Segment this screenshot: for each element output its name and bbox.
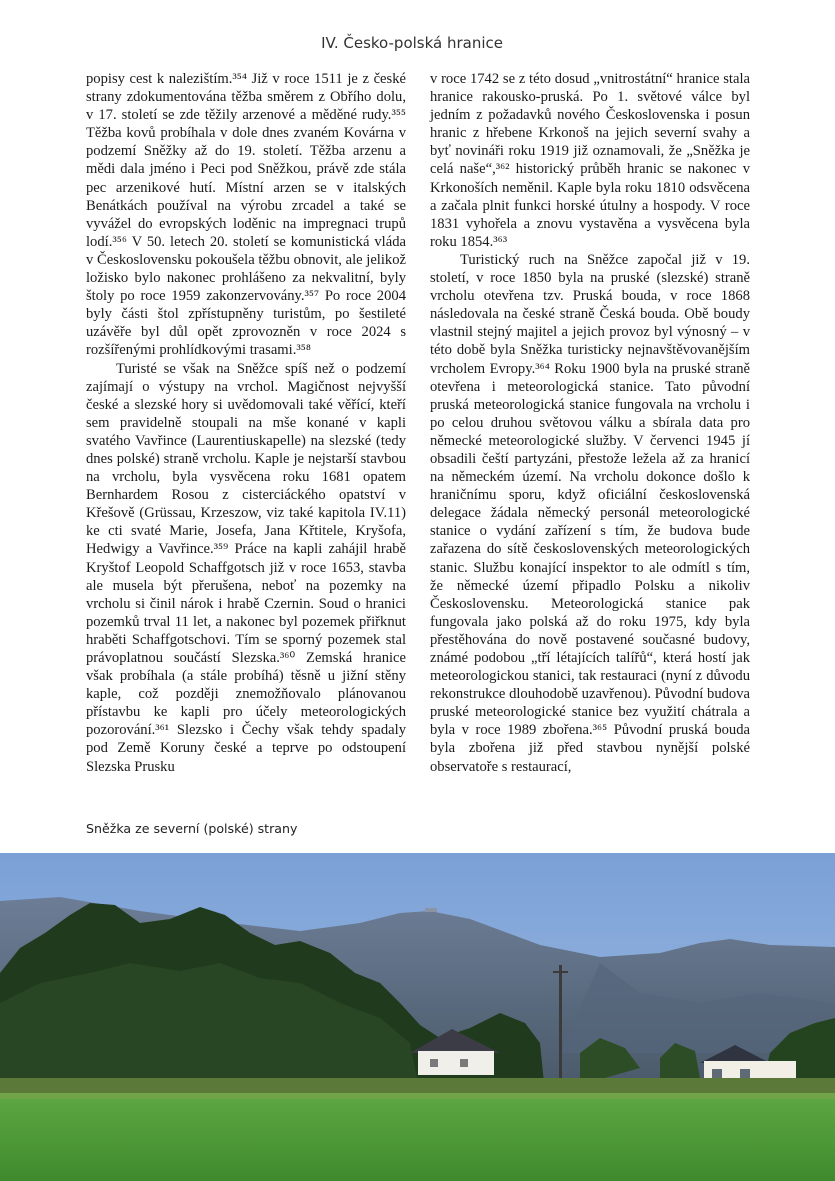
paragraph: Turisté se však na Sněžce spíš než o podzemí zajímají o výstupy na vrchol. Magičnost nejvyšší české a slezské hory si uvědomovali také věřící, kteří sem pravidelně stoupali na mše konané v kapli svatého Vavřince (Laurentiuskapelle) na slezské (tedy dnes polské) straně vrcholu. Kaple je nejstarší stavbou na vrcholu, byla vysvěcena roku 1681 opatem Bernhardem Rosou z cisterciáckého opatství v Křešově (Grüssau, Krzeszow, viz také kapitola IV.11) ke cti svaté Marie, Josefa, Jana Křtitele, Kryšofa, Hedwigy a Vavřince.³⁵⁹ Práce na kapli zahájil hrabě Kryštof Leopold Schaffgotsch již v roce 1653, stavba ale musela být přerušena, neboť na pozemky na vrcholu si činil nárok i hrabě Czernin. Soud o hranici pozemků trval 11 let, a nakonec byl pozemek přiřknut hraběti Schaffgotschovi. Tím se sporný pozemek stal právoplatnou součástí Slezska.³⁶⁰ Zemská hranice však probíhala (a stále probíhá) těsně u jižní stěny kaple, což později znemožňovalo plánovanou přístavbu ke kapli pro účely meteorologických pozorování.³⁶¹ Slezsko i Čechy však tehdy spadaly pod Země Koruny české a teprve po odstoupení Slezska Prusku xyxy=(86,360,406,775)
paragraph: Turistický ruch na Sněžce započal již v 19. století, v roce 1850 byla na pruské (slezské) straně vrcholu otevřena tzv. Pruská bouda, v roce 1868 následovala na české straně Česká bouda. Obě boudy vlastnil stejný majitel a jejich provoz byl výnosný – v této době byla Sněžka turisticky nejnavštěvovanějším vrcholem Evropy.³⁶⁴ Roku 1900 byla na pruské straně otevřena i meteorologická stanice. Tato původní pruská meteorologická stanice fungovala na vrcholu i po celou druhou světovou válku a sbírala data pro německé meteorologické služby. V červenci 1945 jí obsadili čeští partyzáni, přestože ležela až za hranicí na německém území. Na vrcholu dokonce došlo k hraničnímu sporu, když oficiální československá delegace žádala německý personál meteorologické stanice o vydání zařízení s tím, že budova bude zařazena do sítě československých meteorologických stanic. Službu konající inspektor to ale odmítl s tím, že německé území připadlo Polsku a nikoliv Československu. Meteorologická stanice pak fungovala jako polská až do roku 1975, kdy byla přestěhována do nově postavené současné budovy, známé podobou „tří létajících talířů“, která hostí jak meteorologickou stanici, tak restauraci (nyní z důvodu rekonstrukce dlouhodobě uzavřenou). Původní budova pruské meteorologické stanice bez využití chátrala a byla v roce 1989 zbořena.³⁶⁵ Původní pruská bouda byla zbořena již před stavbou nynější polské observatoře s restaurací, xyxy=(430,251,750,775)
text-column-left xyxy=(86,70,406,776)
figure-caption: Sněžka ze severní (polské) strany xyxy=(86,821,298,836)
utility-pole xyxy=(559,965,562,1085)
meadow xyxy=(0,1093,835,1181)
paragraph: v roce 1742 se z této dosud „vnitrostátní“ hranice stala hranice rakousko-pruská. Po 1. světové válce byl jedním z požadavků nového Československa i posun hranic z hřebene Krkonoš na jejich severní svahy a byť novináři roku 1919 již oznamovali, že „Sněžka je celá naše“,³⁶² historický průběh hranic se nakonec v Krkonoších neměnil. Kaple byla roku 1810 odsvěcena a začala plnit funkci horské útulny a hospody. V roce 1831 vyhořela a znovu vystavěna a vysvěcena byla roku 1854.³⁶³ xyxy=(430,71,750,250)
summit-building xyxy=(425,908,437,912)
landscape-photo xyxy=(0,853,835,1181)
paragraph: popisy cest k nalezištím.³⁵⁴ Již v roce 1511 je z české strany zdokumentována těžba směrem z Obřího dolu, v 17. století se zde těžily arzenové a měděné rudy.³⁵⁵ Těžba kovů probíhala v dole dnes zvaném Kovárna v podzemí Sněžky až do 19. století. Těžba arzenu a mědi dala jméno i Peci pod Sněžkou, právě zde stála pec arzenikové hutí. Místní arzen se v italských Benátkách používal na výrobu zrcadel a také se vyvážel do evropských loděnic na impregnaci trupů lodí.³⁵⁶ V 50. letech 20. století se komunistická vláda v Československu pokoušela těžbu obnovit, ale jelikož ložisko bylo nakonec prohlášeno za nekvalitní, byly štoly po roce 1959 zakonzervovány.³⁵⁷ Po roce 2004 byly části štol zpřístupněny turistům, po šestileté uzávěře byl důl opět zprovozněn v roce 2024 s rozšířenými prohlídkovými trasami.³⁵⁸ xyxy=(86,71,406,359)
chapter-header: IV. Česko-polská hranice xyxy=(321,34,503,52)
text-column-right xyxy=(430,70,750,776)
